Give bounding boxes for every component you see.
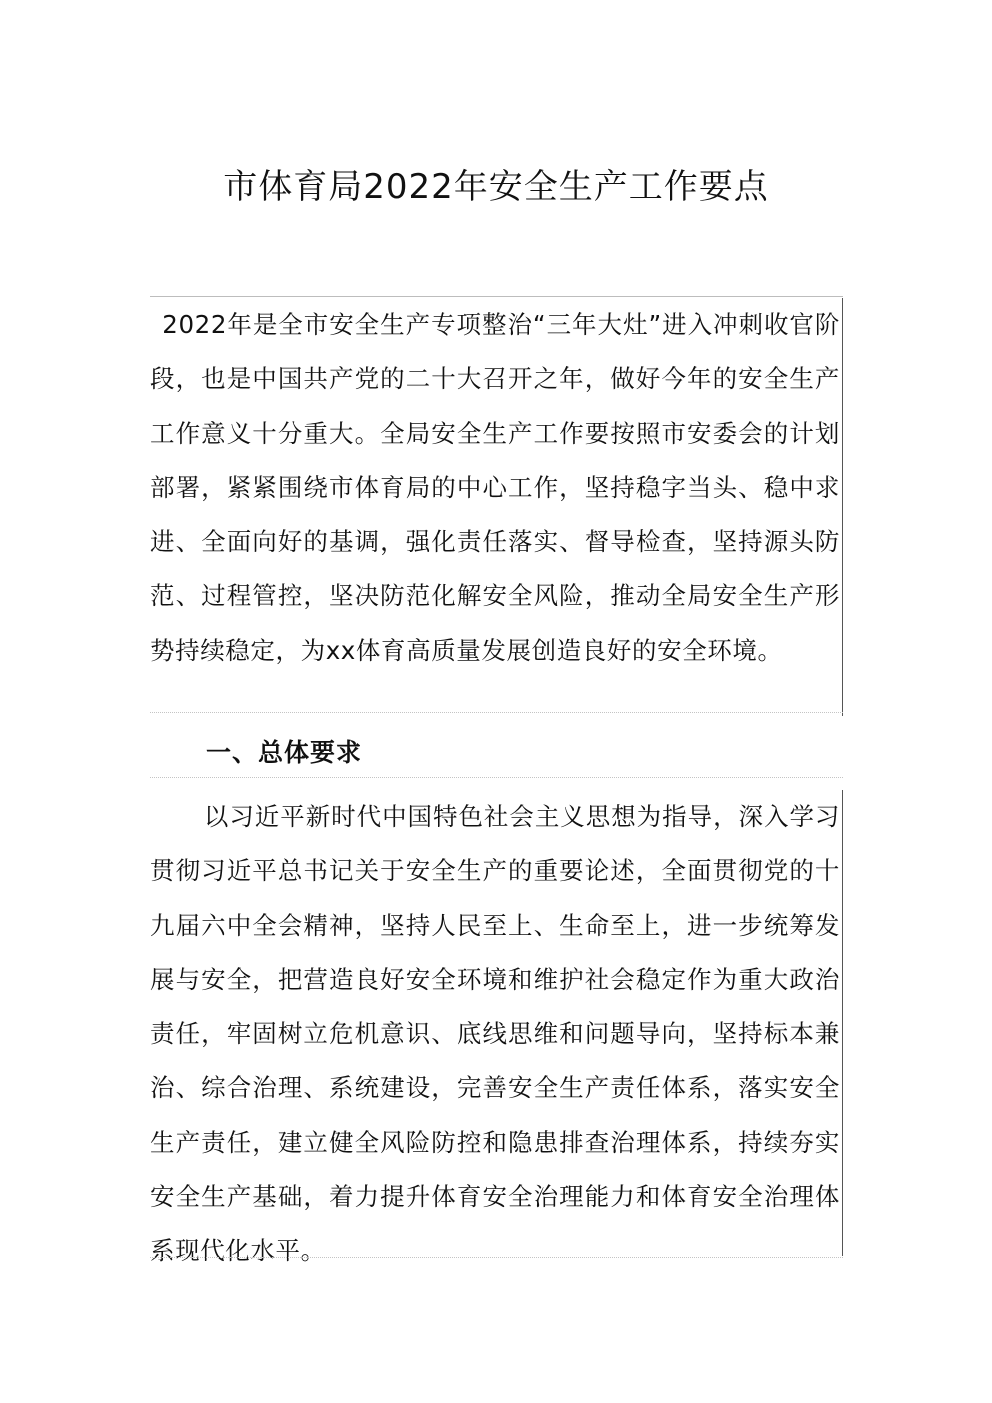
section-bottom-divider — [150, 1257, 843, 1258]
document-title: 市体育局2022年安全生产工作要点 — [223, 167, 769, 207]
intro-bottom-divider — [150, 712, 843, 713]
intro-paragraph: 2022年是全市安全生产专项整治“三年大灶”进入冲刺收官阶段，也是中国共产党的二十大召开之年，做好今年的安全生产工作意义十分重大。全局安全生产工作要按照市安委会的计划部署，紧紧围绕市体育局的中心工作，坚持稳字当头、稳中求进、全面向好的基调，强化责任落实、督导检查，坚持源头防范、过程管控，坚决防范化解安全风险，推动全局安全生产形势持续稳定，为xx体育高质量发展创造良好的安全环境。 — [150, 298, 843, 716]
general-requirements-paragraph: 以习近平新时代中国特色社会主义思想为指导，深入学习贯彻习近平总书记关于安全生产的重要论述，全面贯彻党的十九届六中全会精神，坚持人民至上、生命至上，进一步统筹发展与安全，把营造良好安全环境和维护社会稳定作为重大政治责任，牢固树立危机意识、底线思维和问题导向，坚持标本兼治、综合治理、系统建设，完善安全生产责任体系，落实安全生产责任，建立健全风险防控和隐患排查治理体系，持续夯实安全生产基础，着力提升体育安全治理能力和体育安全治理体系现代化水平。 — [150, 790, 843, 1256]
top-divider — [150, 296, 843, 297]
heading-bottom-divider — [150, 777, 843, 778]
section-heading-general-requirements: 一、总体要求 — [206, 738, 363, 767]
